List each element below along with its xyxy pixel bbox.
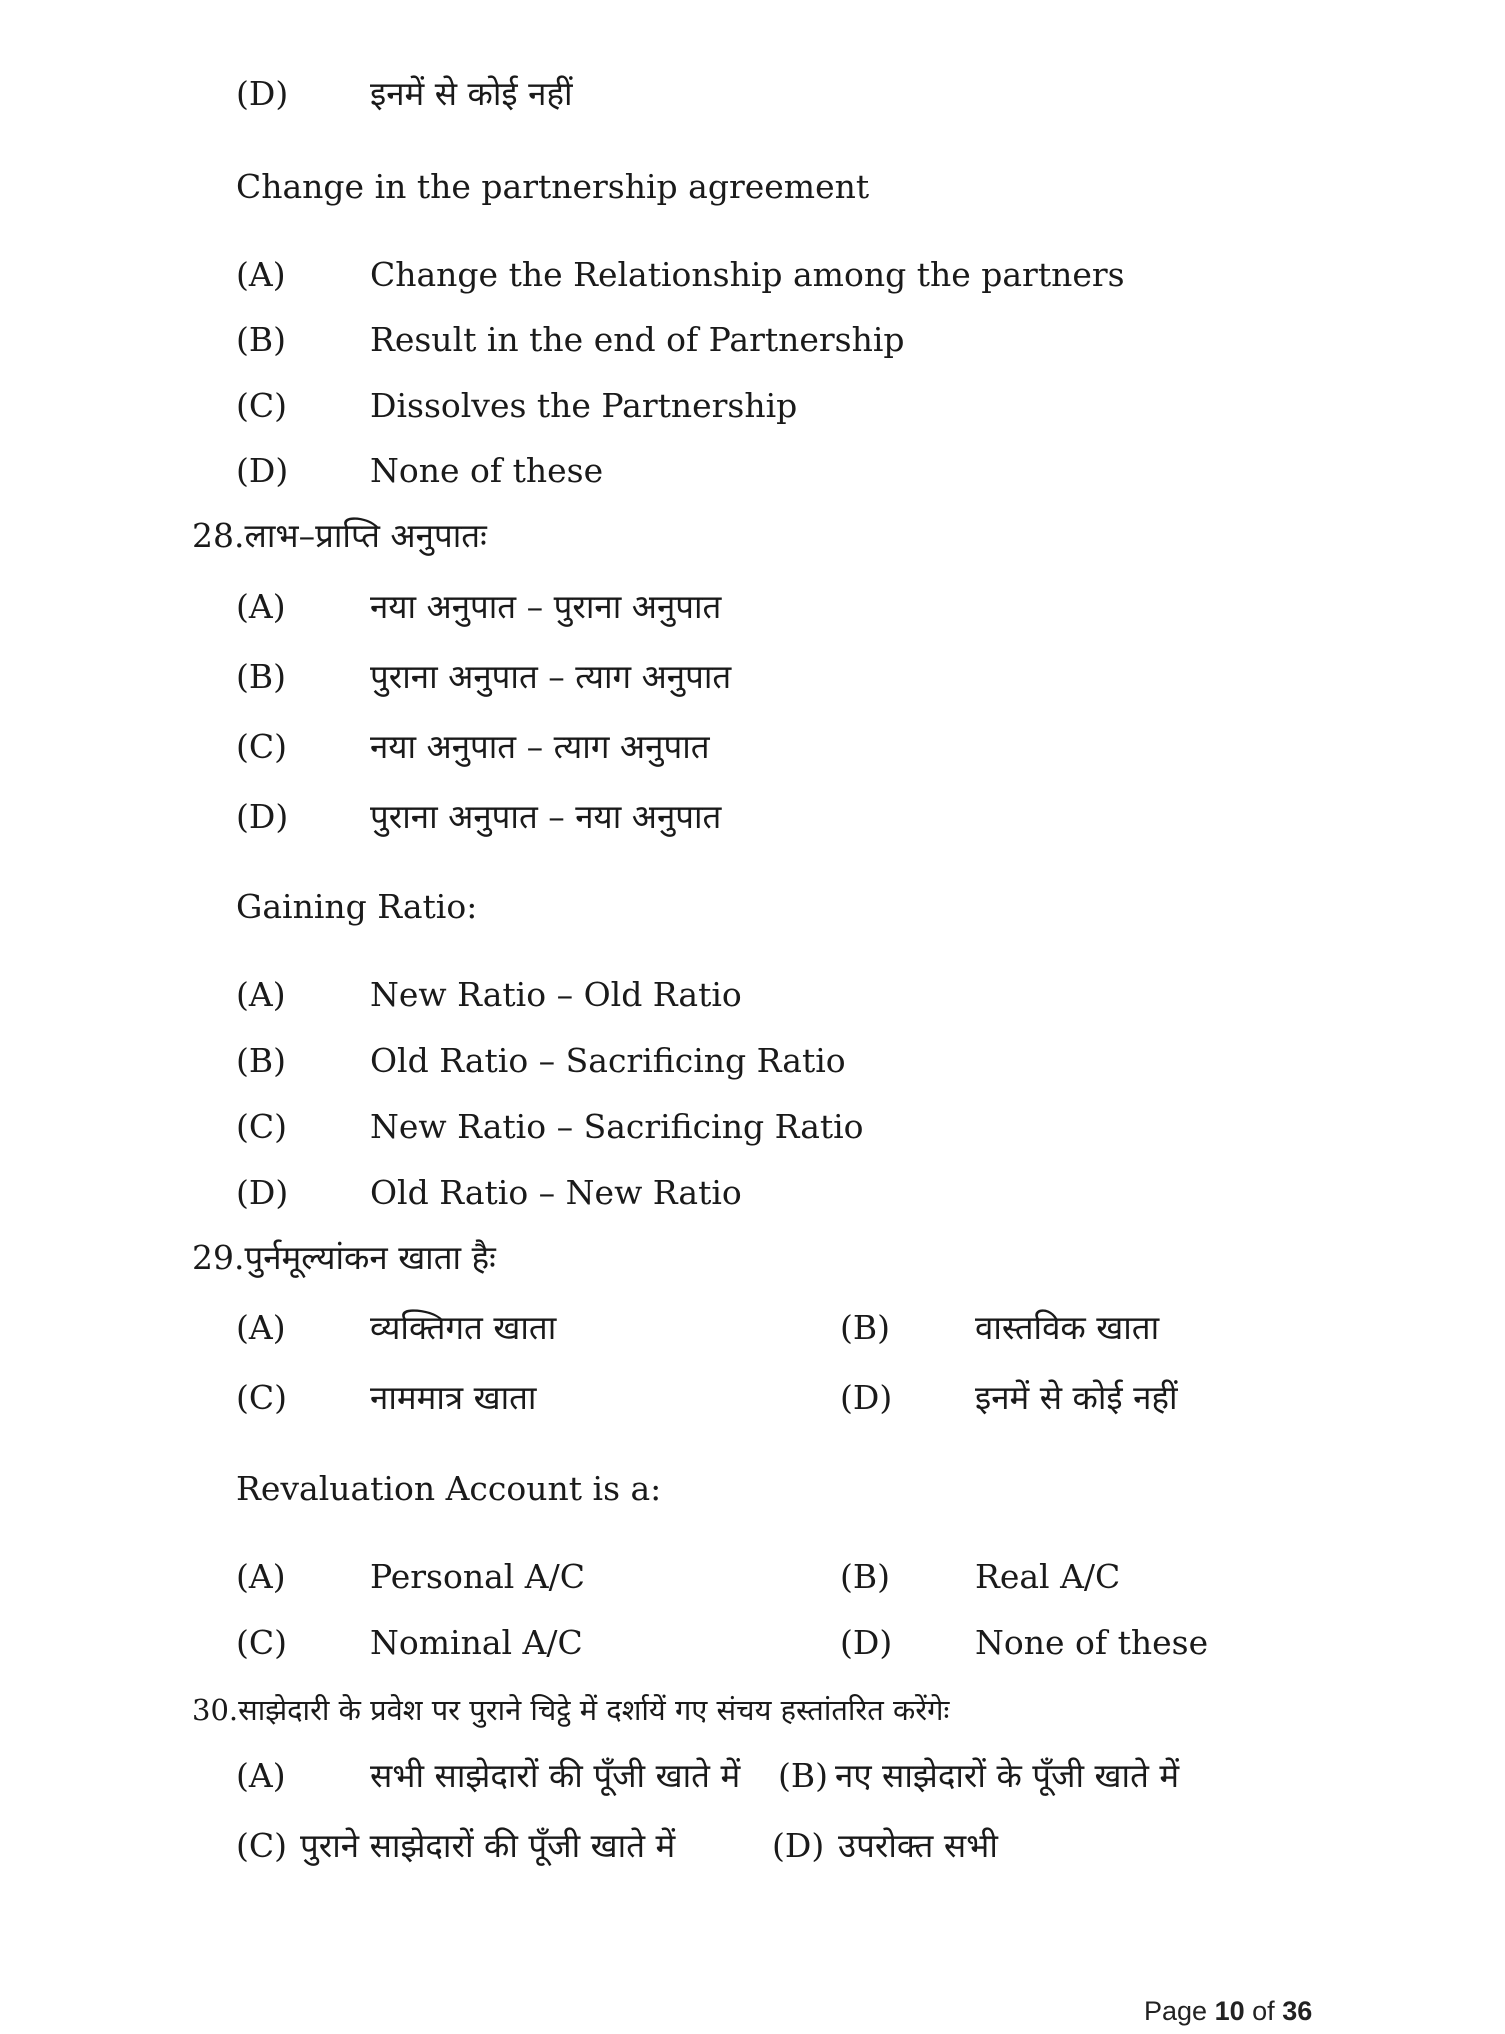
option-label: (B)	[236, 320, 286, 359]
option-label: (D)	[840, 1623, 893, 1662]
option-label: (A)	[236, 1557, 286, 1596]
option-text: वास्तविक खाता	[975, 1308, 1160, 1347]
option-text: New Ratio – Sacrificing Ratio	[370, 1107, 864, 1146]
question-stem: 30.साझेदारी के प्रवेश पर पुराने चिट्ठे में दर्शायें गए संचय हस्तांतरित करेंगेः	[192, 1693, 950, 1727]
option-text: नया अनुपात – पुराना अनुपात	[370, 587, 722, 626]
question-stem: Change in the partnership agreement	[236, 167, 870, 206]
option-text: उपरोक्त सभी	[838, 1826, 998, 1865]
question-stem: Gaining Ratio:	[236, 887, 478, 926]
option-text: पुराना अनुपात – नया अनुपात	[370, 797, 722, 836]
option-label: (A)	[236, 1308, 286, 1347]
option-text: नया अनुपात – त्याग अनुपात	[370, 727, 710, 766]
page-current: 10	[1214, 1996, 1245, 2026]
option-label: (D)	[772, 1826, 825, 1865]
option-text: पुराना अनुपात – त्याग अनुपात	[370, 657, 732, 696]
option-text: नाममात्र खाता	[370, 1378, 537, 1417]
question-stem: Revaluation Account is a:	[236, 1469, 662, 1508]
question-stem: 28.लाभ–प्राप्ति अनुपातः	[192, 516, 487, 555]
option-text: Old Ratio – Sacrificing Ratio	[370, 1041, 846, 1080]
option-text: व्यक्तिगत खाता	[370, 1308, 557, 1347]
question-stem: 29.पुर्नमूल्यांकन खाता हैः	[192, 1238, 496, 1277]
option-text: इनमें से कोई नहीं	[975, 1378, 1178, 1417]
option-label: (D)	[236, 74, 289, 113]
option-text: Change the Relationship among the partners	[370, 255, 1125, 294]
option-label: (B)	[840, 1308, 890, 1347]
option-label: (C)	[236, 1623, 287, 1662]
option-text: None of these	[370, 451, 604, 490]
page-prefix: Page	[1144, 1996, 1208, 2026]
option-text: None of these	[975, 1623, 1209, 1662]
option-label: (A)	[236, 975, 286, 1014]
option-label: (D)	[236, 451, 289, 490]
option-text: इनमें से कोई नहीं	[370, 74, 573, 113]
option-label: (A)	[236, 255, 286, 294]
page-total: 36	[1282, 1996, 1313, 2026]
option-label: (A)	[236, 1756, 286, 1795]
option-label: (A)	[236, 587, 286, 626]
option-text: Real A/C	[975, 1557, 1121, 1596]
option-text: New Ratio – Old Ratio	[370, 975, 742, 1014]
option-label: (C)	[236, 386, 287, 425]
option-label: (B)	[236, 1041, 286, 1080]
option-label: (B)	[778, 1756, 828, 1795]
page-number	[1144, 1995, 1312, 2027]
option-text: सभी साझेदारों की पूँजी खाते में	[370, 1756, 741, 1795]
option-text: Old Ratio – New Ratio	[370, 1173, 742, 1212]
option-text: Nominal A/C	[370, 1623, 583, 1662]
option-label: (C)	[236, 727, 287, 766]
option-text: नए साझेदारों के पूँजी खाते में	[835, 1756, 1180, 1795]
option-label: (C)	[236, 1107, 287, 1146]
option-text: Result in the end of Partnership	[370, 320, 905, 359]
option-text: Dissolves the Partnership	[370, 386, 798, 425]
page-of: of	[1252, 1996, 1275, 2026]
option-label: (C)	[236, 1378, 287, 1417]
option-label: (C)	[236, 1826, 287, 1865]
option-label: (B)	[840, 1557, 890, 1596]
option-label: (D)	[236, 1173, 289, 1212]
option-text: Personal A/C	[370, 1557, 585, 1596]
option-text: पुराने साझेदारों की पूँजी खाते में	[300, 1826, 676, 1865]
option-label: (B)	[236, 657, 286, 696]
option-label: (D)	[840, 1378, 893, 1417]
option-label: (D)	[236, 797, 289, 836]
